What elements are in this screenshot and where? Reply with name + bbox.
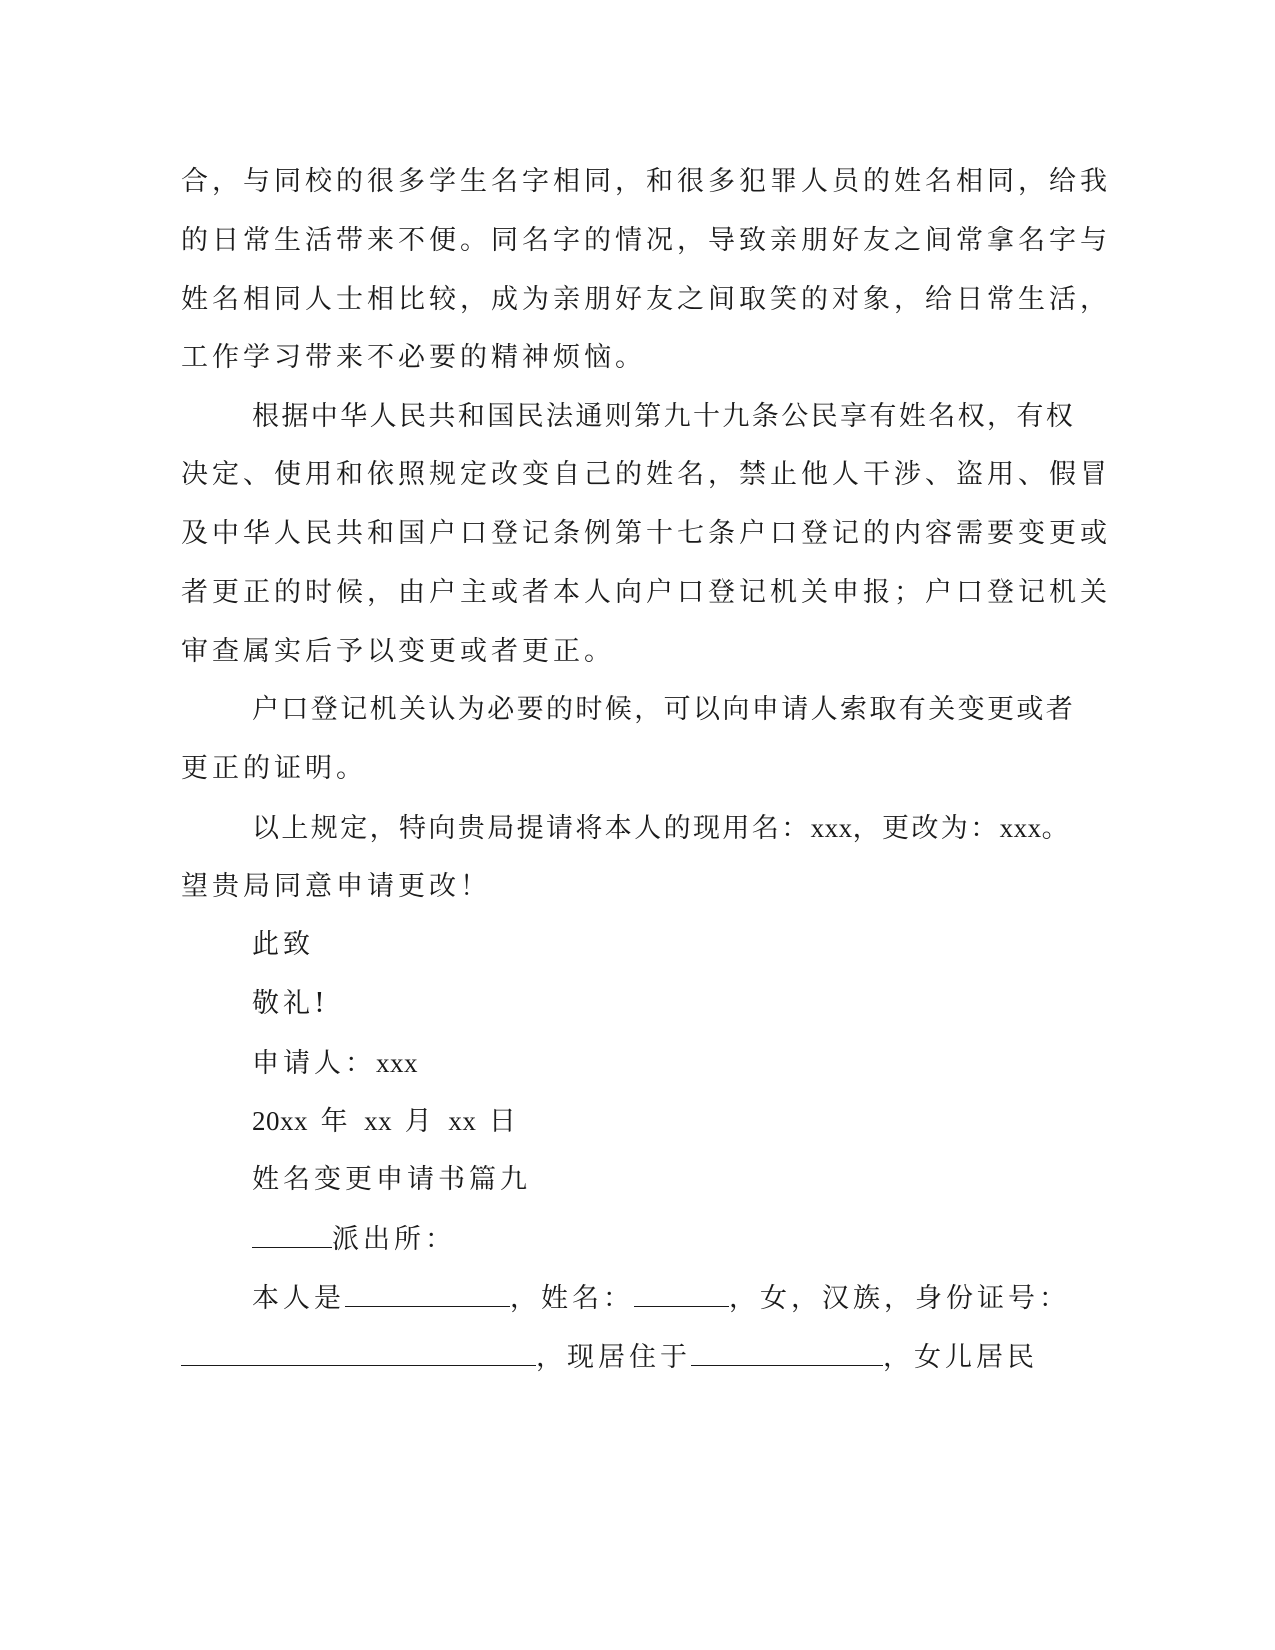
- paragraph-line-8: 者更正的时候，由户主或者本人向户口登记机关申报；户口登记机关: [181, 577, 1111, 608]
- paragraph-line-10: 户口登记机关认为必要的时候，可以向申请人索取有关变更或者: [252, 694, 1076, 725]
- date-year: 20xx: [252, 1106, 308, 1136]
- residence-text-2: ，女儿居民: [883, 1342, 1038, 1373]
- closing-regards: 敬礼!: [252, 988, 329, 1019]
- residence-line: [181, 1337, 1038, 1378]
- closing-salutation: 此致: [252, 929, 314, 960]
- paragraph-line-12: [252, 808, 1071, 849]
- identity-text-2: ，姓名：: [510, 1283, 634, 1314]
- identity-text-1: 本人是: [252, 1283, 345, 1314]
- date-month: xx: [364, 1106, 393, 1136]
- id-number-blank: [181, 1337, 536, 1366]
- paragraph-line-1: 合，与同校的很多学生名字相同，和很多犯罪人员的姓名相同，给我: [181, 166, 1111, 197]
- applicant-name: xxx: [376, 1048, 418, 1078]
- section-title: 姓名变更申请书篇九: [252, 1164, 531, 1195]
- police-station-blank: [252, 1219, 332, 1248]
- identity-text-3: ，女，汉族，身份证号：: [729, 1283, 1070, 1314]
- date-year-unit: 年: [308, 1106, 365, 1137]
- request-text-2: ，更改为：: [852, 813, 1000, 844]
- date-month-unit: 月: [392, 1106, 449, 1137]
- paragraph-line-6: 决定、使用和依照规定改变自己的姓名，禁止他人干涉、盗用、假冒: [181, 459, 1111, 490]
- address-blank: [691, 1337, 883, 1366]
- identity-blank: [345, 1278, 510, 1307]
- date-day: xx: [448, 1106, 477, 1136]
- paragraph-line-11: 更正的证明。: [181, 753, 367, 784]
- paragraph-line-4: 工作学习带来不必要的精神烦恼。: [181, 342, 646, 373]
- paragraph-line-13: 望贵局同意申请更改！: [181, 871, 491, 902]
- request-text-3: 。: [1041, 813, 1072, 844]
- applicant-label: 申请人：: [252, 1048, 376, 1079]
- applicant-line: [252, 1043, 418, 1084]
- paragraph-line-3: 姓名相同人士相比较，成为亲朋好友之间取笑的对象，给日常生活，: [181, 284, 1111, 315]
- paragraph-line-2: 的日常生活带来不便。同名字的情况，导致亲朋好友之间常拿名字与: [181, 225, 1111, 256]
- new-name: xxx: [999, 813, 1042, 843]
- paragraph-line-9: 审查属实后予以变更或者更正。: [181, 636, 615, 667]
- police-station-line: [252, 1219, 456, 1260]
- residence-text-1: ，现居住于: [536, 1342, 691, 1373]
- date-day-unit: 日: [476, 1106, 520, 1137]
- request-text-1: 以上规定，特向贵局提请将本人的现用名：: [252, 813, 811, 844]
- current-name: xxx: [810, 813, 853, 843]
- paragraph-line-7: 及中华人民共和国户口登记条例第十七条户口登记的内容需要变更或: [181, 518, 1111, 549]
- date-line: [252, 1101, 520, 1142]
- police-station-label: 派出所：: [332, 1224, 456, 1255]
- name-blank: [634, 1278, 729, 1307]
- paragraph-line-5: 根据中华人民共和国民法通则第九十九条公民享有姓名权，有权: [252, 401, 1076, 432]
- identity-line: [252, 1278, 1070, 1319]
